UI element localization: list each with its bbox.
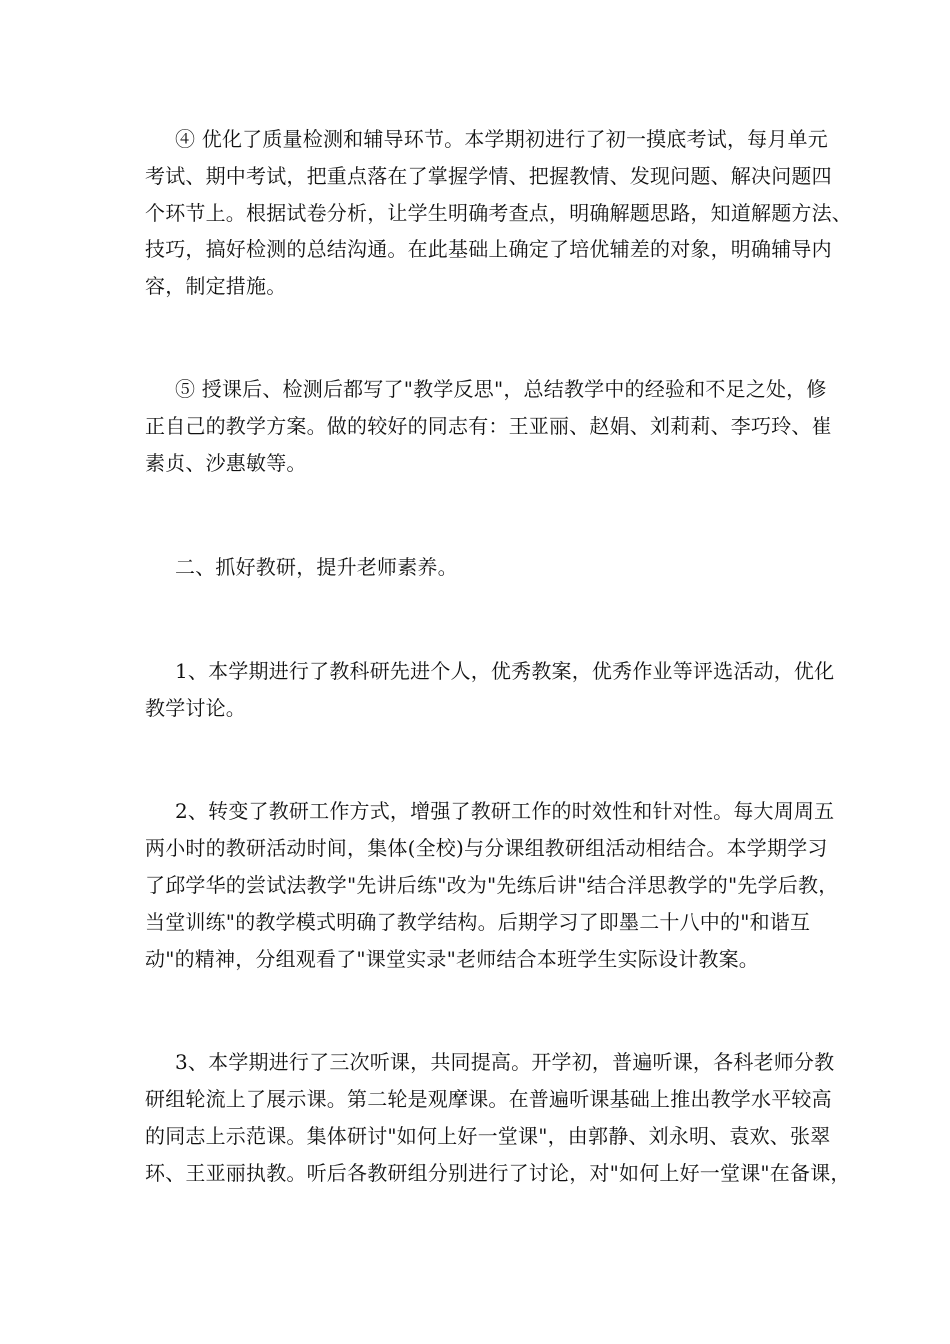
item-3-line-4: 环、王亚丽执教。听后各教研组分别进行了讨论，对"如何上好一堂课"在备课， xyxy=(145,1161,851,1185)
item-3-line-2: 研组轮流上了展示课。第二轮是观摩课。在普遍听课基础上推出教学水平较高 xyxy=(145,1087,832,1111)
item-3-line-3: 的同志上示范课。集体研讨"如何上好一堂课"，由郭静、刘永明、袁欢、张翠 xyxy=(145,1124,831,1148)
paragraph-4-line-5: 容，制定措施。 xyxy=(145,274,287,298)
paragraph-4-line-1: ④ 优化了质量检测和辅导环节。本学期初进行了初一摸底考试，每月单元 xyxy=(175,127,828,151)
paragraph-4-line-3: 个环节上。根据试卷分析，让学生明确考查点，明确解题思路，知道解题方法、 xyxy=(145,201,852,225)
item-2-line-5: 动"的精神，分组观看了"课堂实录"老师结合本班学生实际设计教案。 xyxy=(145,947,759,971)
paragraph-4-line-4: 技巧，搞好检测的总结沟通。在此基础上确定了培优辅差的对象，明确辅导内 xyxy=(145,237,832,261)
item-2-line-2: 两小时的教研活动时间，集体(全校)与分课组教研组活动相结合。本学期学习 xyxy=(145,836,828,860)
paragraph-5-line-3: 素贞、沙惠敏等。 xyxy=(145,451,307,475)
paragraph-5-line-1: ⑤ 授课后、检测后都写了"教学反思"，总结教学中的经验和不足之处，修 xyxy=(175,377,827,401)
item-1-line-2: 教学讨论。 xyxy=(145,696,246,720)
section-heading: 二、抓好教研，提升老师素养。 xyxy=(175,555,458,579)
item-2-line-3: 了邱学华的尝试法教学"先讲后练"改为"先练后讲"结合洋思教学的"先学后教， xyxy=(145,873,839,897)
item-2-line-4: 当堂训练"的教学模式明确了教学结构。后期学习了即墨二十八中的"和谐互 xyxy=(145,910,811,934)
paragraph-5-line-2: 正自己的教学方案。做的较好的同志有：王亚丽、赵娟、刘莉莉、李巧玲、崔 xyxy=(145,414,832,438)
paragraph-4-line-2: 考试、期中考试，把重点落在了掌握学情、把握教情、发现问题、解决问题四 xyxy=(145,164,832,188)
item-2-line-1: 2、转变了教研工作方式，增强了教研工作的时效性和针对性。每大周周五 xyxy=(175,799,835,823)
item-1-line-1: 1、本学期进行了教科研先进个人，优秀教案，优秀作业等评选活动，优化 xyxy=(175,659,835,683)
item-3-line-1: 3、本学期进行了三次听课，共同提高。开学初，普遍听课，各科老师分教 xyxy=(175,1050,835,1074)
